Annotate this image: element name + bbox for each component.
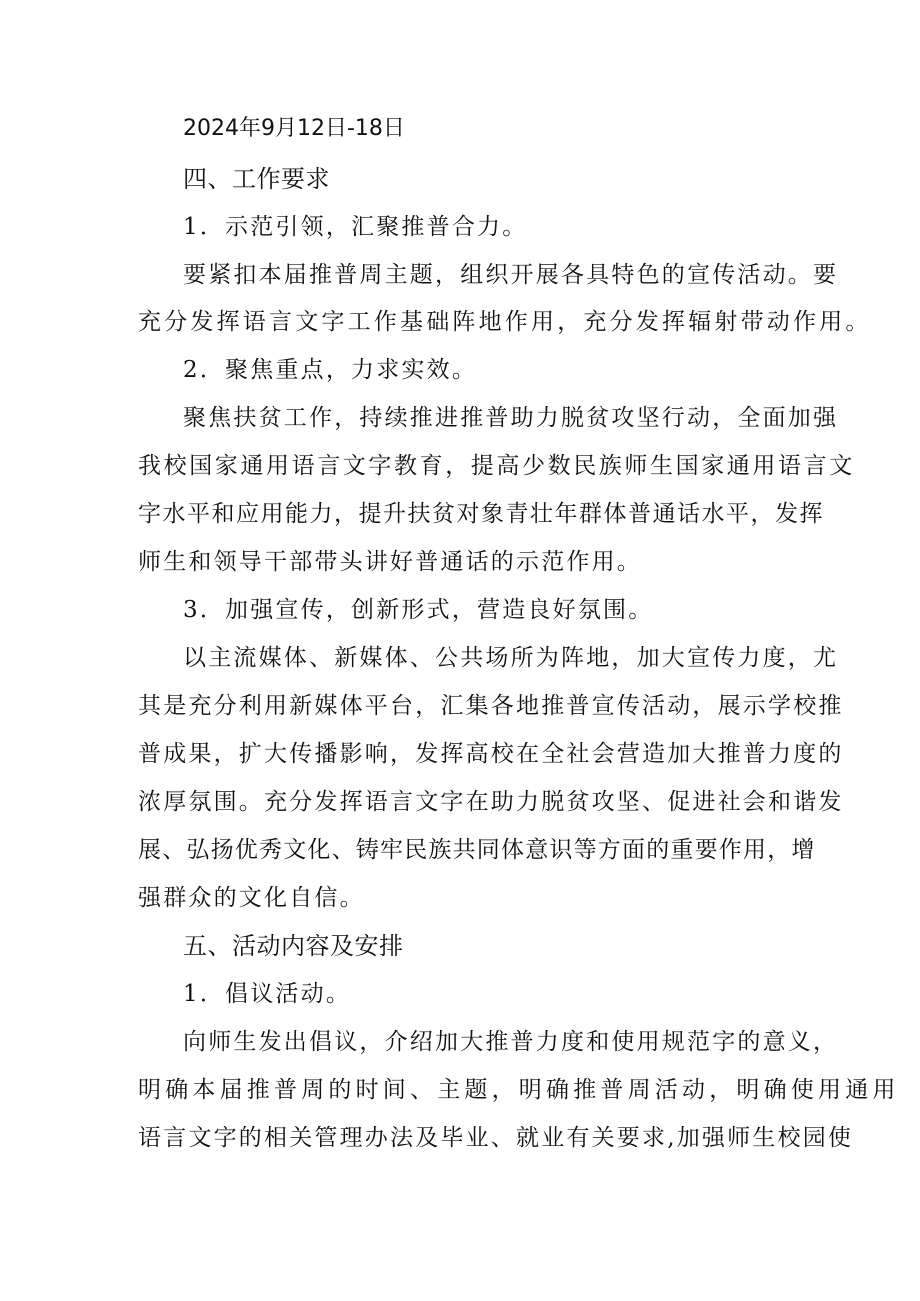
paragraph-line: 语言文字的相关管理办法及毕业、就业有关要求,加强师生校园使 (138, 1125, 854, 1151)
paragraph-line: 其是充分利用新媒体平台，汇集各地推普宣传活动，展示学校推 (138, 693, 844, 719)
item-title-initiative: 1．倡议活动。 (183, 981, 352, 1007)
paragraph-line: 强群众的文化自信。 (138, 885, 365, 911)
paragraph-line: 字水平和应用能力，提升扶贫对象青壮年群体普通话水平，发挥 (138, 501, 824, 527)
paragraph-line: 要紧扣本届推普周主题，组织开展各具特色的宣传活动。要 (183, 262, 839, 288)
item-title-demonstration: 1．示范引领，汇聚推普合力。 (183, 214, 528, 240)
paragraph-line: 我校国家通用语言文字教育，提高少数民族师生国家通用语言文 (138, 453, 855, 479)
paragraph-line: 普成果，扩大传播影响，发挥高校在全社会营造加大推普力度的 (138, 741, 844, 767)
paragraph-line: 师生和领导干部带头讲好普通话的示范作用。 (138, 549, 642, 575)
paragraph-line: 充分发挥语言文字工作基础阵地作用，充分发挥辐射带动作用。 (138, 309, 872, 335)
paragraph-line: 展、弘扬优秀文化、铸牢民族共同体意识等方面的重要作用，增 (138, 837, 816, 863)
item-title-focus: 2．聚焦重点，力求实效。 (183, 357, 478, 383)
item-title-publicity: 3．加强宣传，创新形式，营造良好氛围。 (183, 597, 654, 623)
date-line: 2024年9月12日-18日 (183, 116, 405, 141)
paragraph-line: 明确本届推普周的时间、主题，明确推普周活动，明确使用通用 (138, 1077, 900, 1103)
paragraph-line: 浓厚氛围。充分发挥语言文字在助力脱贫攻坚、促进社会和谐发 (138, 789, 844, 815)
section-heading-work-requirements: 四、工作要求 (183, 165, 330, 193)
paragraph-line: 聚焦扶贫工作，持续推进推普助力脱贫攻坚行动，全面加强 (183, 405, 839, 431)
section-heading-activities: 五、活动内容及安排 (183, 932, 404, 960)
paragraph-line: 向师生发出倡议，介绍加大推普力度和使用规范字的意义， (183, 1029, 839, 1055)
paragraph-line: 以主流媒体、新媒体、公共场所为阵地，加大宣传力度，尤 (183, 645, 839, 671)
